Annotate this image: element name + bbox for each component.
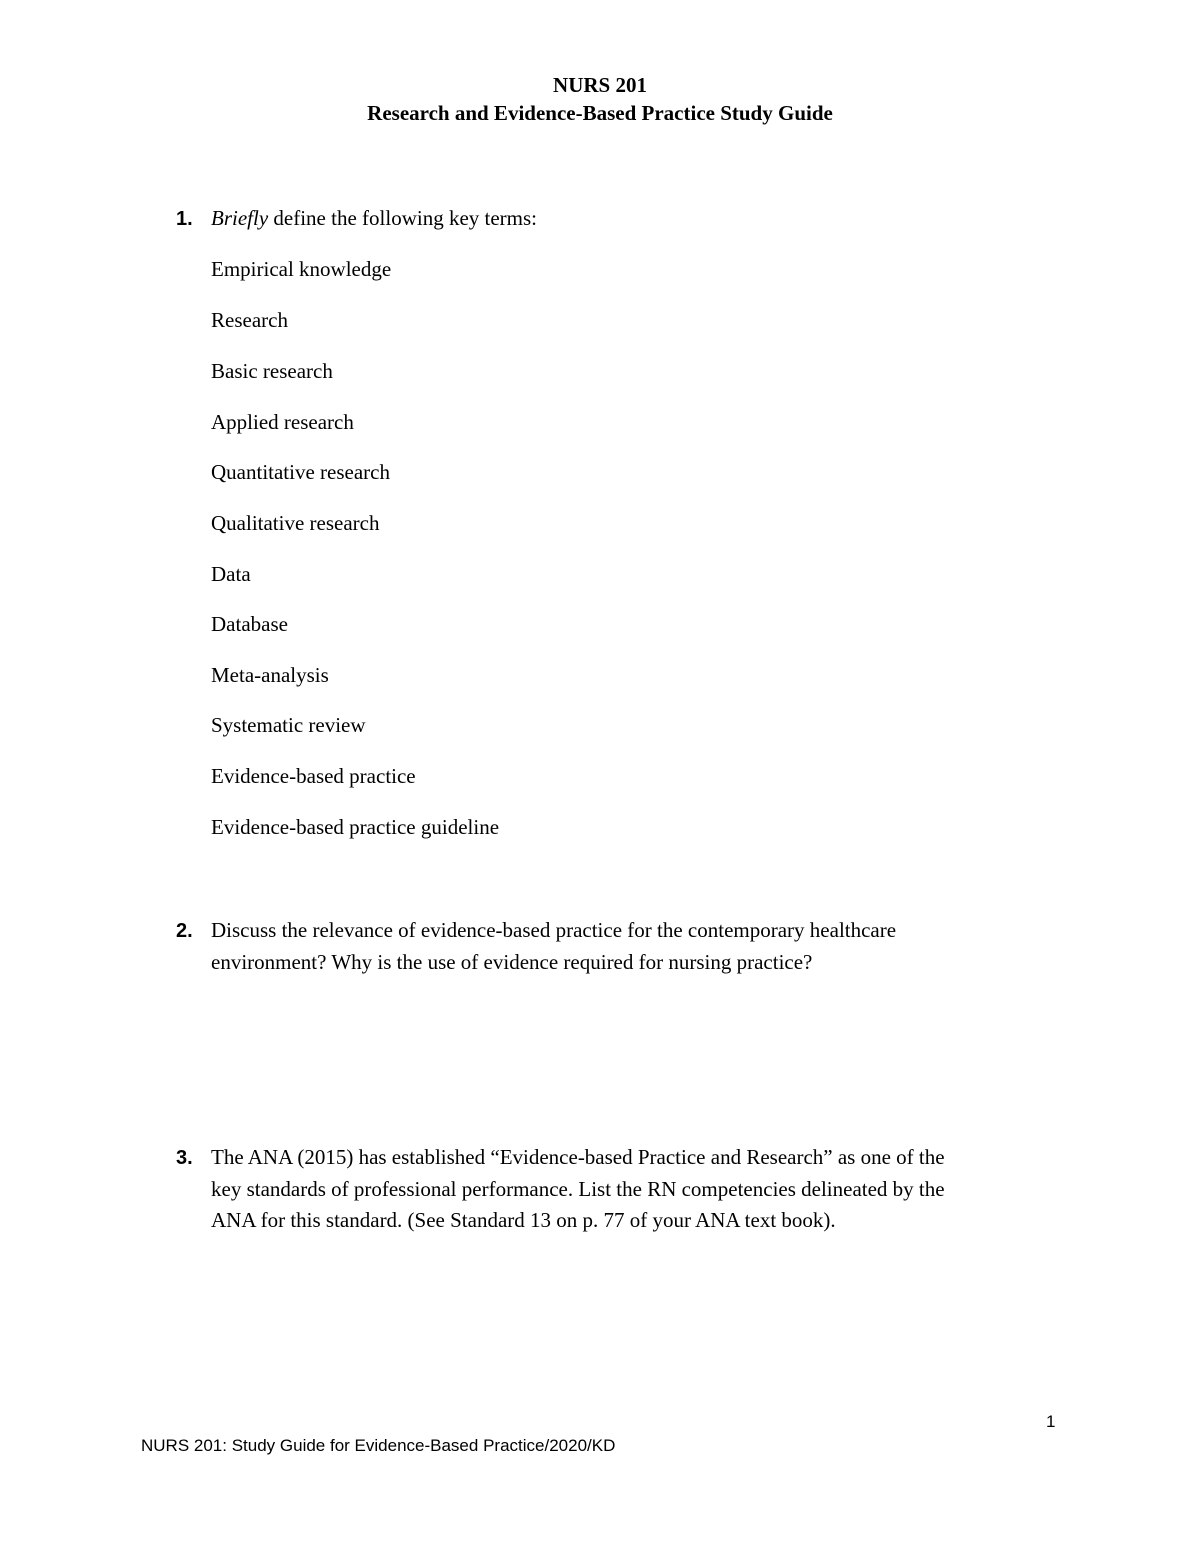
course-code: NURS 201 [553, 73, 647, 97]
key-term: Applied research [211, 410, 354, 434]
key-term: Qualitative research [211, 511, 380, 535]
key-term: Basic research [211, 359, 333, 383]
question-3-line: ANA for this standard. (See Standard 13 on p. 77 of your ANA text book). [211, 1208, 836, 1232]
key-term: Research [211, 308, 288, 332]
question-1-number: 1. [176, 208, 193, 230]
page-title: Research and Evidence-Based Practice Study Guide [367, 101, 833, 125]
page-number: 1 [1046, 1412, 1056, 1431]
key-term: Data [211, 562, 251, 586]
question-1-text: define the following key terms: [268, 206, 538, 230]
question-3-line: key standards of professional performance. List the RN competencies delineated by the [211, 1177, 945, 1201]
question-3-line: The ANA (2015) has established “Evidence-based Practice and Research” as one of the [211, 1145, 945, 1169]
question-3-number: 3. [176, 1147, 193, 1169]
question-1-emphasis: Briefly [211, 206, 269, 230]
footer-text: NURS 201: Study Guide for Evidence-Based Practice/2020/KD [141, 1436, 616, 1455]
key-term: Meta-analysis [211, 663, 329, 687]
key-term: Evidence-based practice guideline [211, 815, 500, 839]
question-2-line: environment? Why is the use of evidence required for nursing practice? [211, 950, 813, 974]
key-term: Database [211, 612, 288, 636]
key-term: Evidence-based practice [211, 764, 416, 788]
question-1-prompt [211, 202, 537, 234]
question-2-line: Discuss the relevance of evidence-based practice for the contemporary healthcare [211, 918, 897, 942]
question-2-number: 2. [176, 920, 193, 942]
key-term: Empirical knowledge [211, 257, 392, 281]
key-term: Quantitative research [211, 460, 390, 484]
key-term: Systematic review [211, 713, 366, 737]
